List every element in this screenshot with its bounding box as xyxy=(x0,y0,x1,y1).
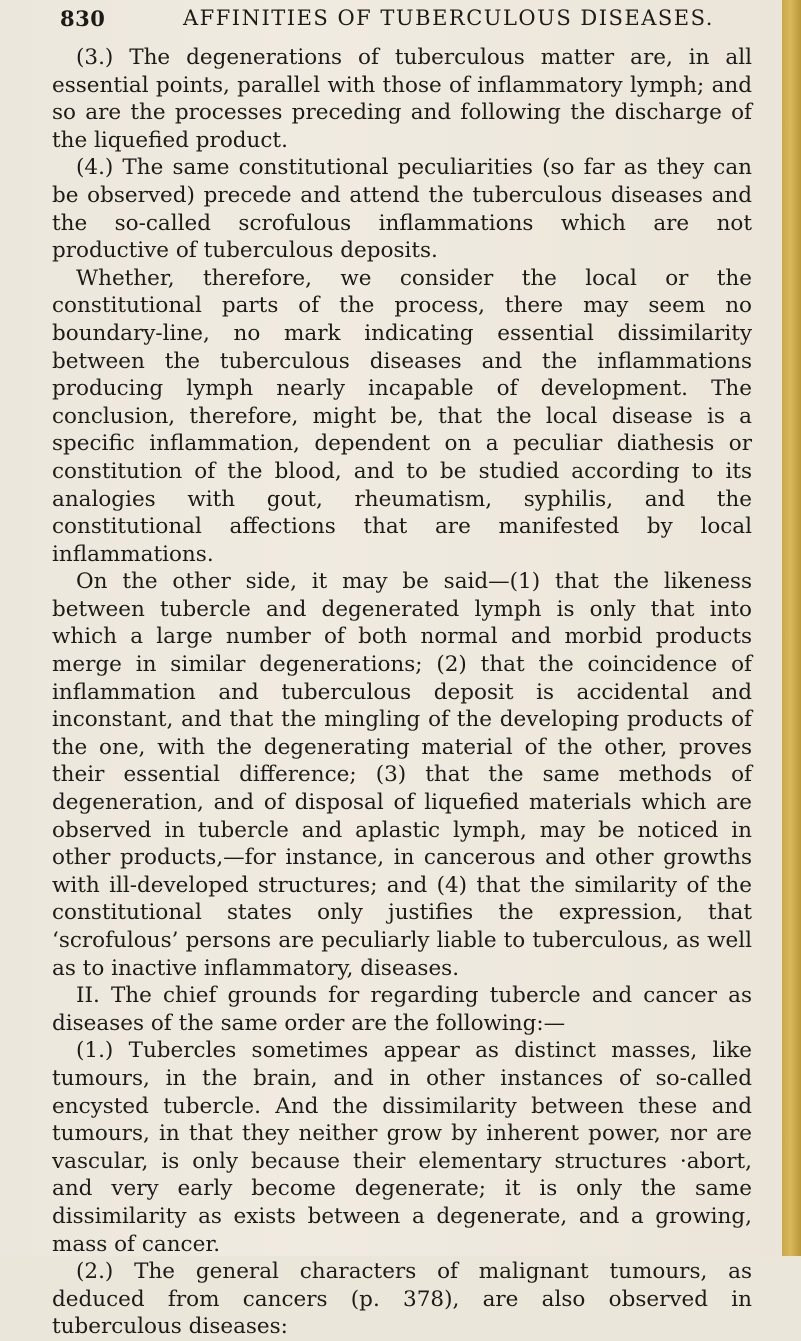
body-text xyxy=(52,44,752,1341)
paragraph-section-ii: II. The chief grounds for regarding tubercle and cancer as diseases of the same order are the following:— xyxy=(52,983,752,1036)
page-header xyxy=(60,4,760,34)
paragraph-point-3: (3.) The degenerations of tuberculous matter are, in all essential points, parallel with those of inflammatory lymph; and so are the processes preceding and following the discharge of the liquefied product. xyxy=(52,45,752,153)
paragraph-whether-therefore: Whether, therefore, we consider the local or the constitutional parts of the process, there may seem no boundary-line, no mark indicating essential dissimilarity between the tuberculous diseases and the inflammations producing lymph nearly incapable of development. The conclusion, therefore, might be, that the local disease is a specific inflammation, dependent on a peculiar diathesis or constitution of the blood, and to be studied according to its analogies with gout, rheumatism, syphilis, and the constitutional affections that are manifested by local inflammations. xyxy=(52,265,752,567)
running-title: AFFINITIES OF TUBERCULOUS DISEASES. xyxy=(183,6,714,30)
page-number: 830 xyxy=(60,6,106,31)
page-edge-binding xyxy=(782,0,801,1256)
paragraph-other-side: On the other side, it may be said—(1) that the likeness between tubercle and degenerated lymph is only that into which a large number of both normal and morbid products merge in similar degenerations; (2) that the coincidence of inflammation and tuberculous deposit is accidental and inconstant, and that the mingling of the developing products of the one, with the degenerating material of the other, proves their essential difference; (3) that the same methods of degeneration, and of disposal of liquefied materials which are observed in tubercle and aplastic lymph, may be noticed in other products,—for instance, in cancerous and other growths with ill-developed structures; and (4) that the similarity of the constitutional states only justifies the expression, that ‘scrofulous’ persons are peculiarly liable to tuberculous, as well as to inactive inflammatory, diseases. xyxy=(52,569,752,981)
paragraph-ii-point-2: (2.) The general characters of malignant tumours, as deduced from cancers (p. 378), are also observed in tuberculous diseases: xyxy=(52,1259,752,1340)
paragraph-ii-point-1: (1.) Tubercles sometimes appear as distinct masses, like tumours, in the brain, and in other instances of so-called encysted tubercle. And the dissimilarity between these and tumours, in that they neither grow by inherent power, nor are vascular, is only because their elementary structures ·abort, and very early become degenerate; it is only the same dissimilarity as exists between a degenerate, and a growing, mass of cancer. xyxy=(52,1038,752,1257)
paragraph-point-4: (4.) The same constitutional peculiarities (so far as they can be observed) precede and attend the tuberculous diseases and the so-called scrofulous inflammations which are not productive of tuberculous deposits. xyxy=(52,155,752,264)
